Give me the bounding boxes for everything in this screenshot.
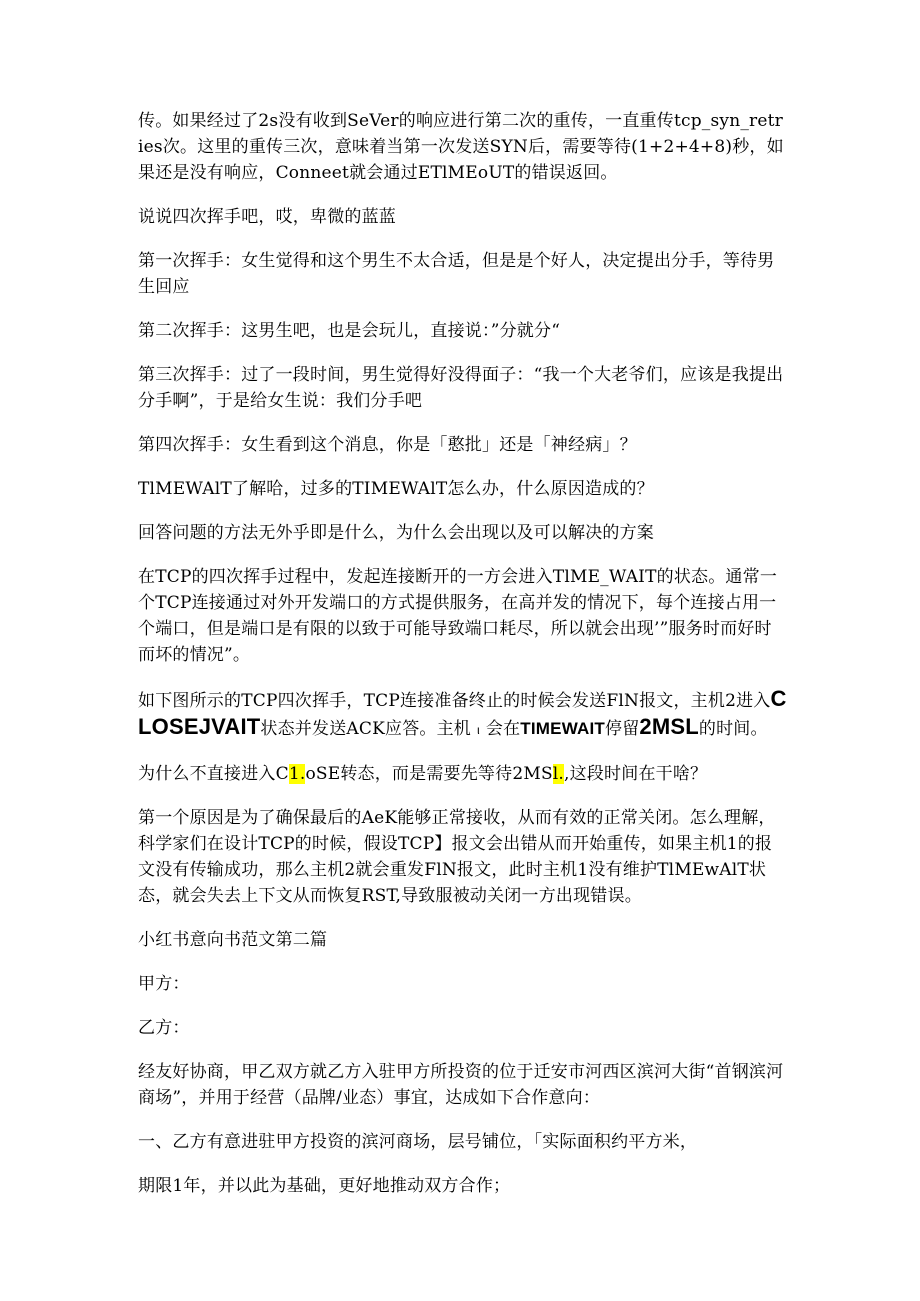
paragraph-agreement-intro: 经友好协商，甲乙双方就乙方入驻甲方所投资的位于迁安市河西区滨河大街“首钢滨河商场”，并用于经营（品牌/业态）事宜，达成如下合作意向：: [138, 1062, 784, 1108]
fin-text-4: 停留: [605, 719, 640, 739]
close-text-2: oSE转态，而是需要先等待2MS: [305, 764, 553, 784]
party-b-label: 乙方：: [138, 1018, 190, 1038]
close-text-1: 为什么不直接进入C: [138, 764, 289, 784]
paragraph-fin-description: [138, 686, 788, 743]
document-body: [138, 108, 788, 1199]
host-glyph: ι: [477, 723, 480, 737]
fin-text-2: 状态并发送ACK应答。主机: [260, 719, 472, 739]
fin-text-1: 如下图所示的TCP四次挥手，TCP连接准备终止的时候会发送FlN报文，主机2进入: [138, 691, 771, 711]
close-wait-label: CLOSEJVAIT: [138, 686, 787, 739]
highlight-2: l.: [552, 764, 565, 784]
paragraph-term: 期限1年，并以此为基础，更好地推动双方合作；: [138, 1176, 511, 1196]
close-text-3: ,这段时间在干啥？: [564, 764, 708, 784]
paragraph-fourth-wave: 第四次挥手：女生看到这个消息，你是「憨批」还是「神经病」？: [138, 435, 637, 455]
fin-text-5: 的时间。: [698, 719, 768, 739]
paragraph-four-wave-intro: 说说四次挥手吧，哎，卑微的蓝蓝: [138, 207, 396, 227]
paragraph-clause-one: 一、乙方有意进驻甲方投资的滨河商场，层号铺位，「实际面积约平方米，: [138, 1132, 698, 1152]
party-a-label: 甲方：: [138, 974, 190, 994]
timewait-label: TIMEWAIT: [520, 719, 605, 738]
heading-second-article: 小红书意向书范文第二篇: [138, 930, 328, 950]
paragraph-first-wave: 第一次挥手：女生觉得和这个男生不太合适，但是是个好人，决定提出分手，等待男生回应: [138, 251, 775, 297]
paragraph-answer-method: 回答问题的方法无外乎即是什么，为什么会出现以及可以解决的方案: [138, 523, 654, 543]
paragraph-third-wave: 第三次挥手：过了一段时间，男生觉得好没得面子：“我一个大老爷们，应该是我提出分手啊”，于是给女生说：我们分手吧: [138, 365, 784, 411]
paragraph-timewait-question: TlMEWAlT了解哈，过多的TIMEWAlT怎么办，什么原因造成的？: [138, 479, 654, 499]
paragraph-first-reason: 第一个原因是为了确保最后的AeK能够正常接收，从而有效的正常关闭。怎么理解，科学家们在设计TCP的时候，假设TCP】报文会出错从而开始重传，如果主机1的报文没有传输成功，那么主机2就会重发FlN报文，此时主机1没有维护TlMEwAlT状态，就会失去上下文从而恢复RST,导致服被动关闭一方出现错误。: [138, 808, 776, 906]
msl-label: 2MSL: [639, 714, 699, 739]
fin-text-3: 会在: [485, 719, 521, 739]
highlight-1: 1.: [288, 764, 306, 784]
paragraph-second-wave: 第二次挥手：这男生吧，也是会玩儿，直接说：”分就分“: [138, 321, 561, 341]
paragraph-syn-retries: 传。如果经过了2s没有收到SeVer的响应进行第二次的重传，一直重传tcp_syn_retries次。这里的重传三次，意味着当第一次发送SYN后，需要等待(1+2+4+8)秒，如果还是没有响应，Conneet就会通过ETlMEoUT的错误返回。: [138, 111, 784, 183]
paragraph-close-question: [138, 761, 788, 787]
paragraph-timewait-explain: 在TCP的四次挥手过程中，发起连接断开的一方会进入TlME_WAIT的状态。通常一个TCP连接通过对外开发端口的方式提供服务，在高并发的情况下，每个连接占用一个端口，但是端口是有限的以致于可能导致端口耗尽，所以就会出现’”服务时而好时而坏的情况”。: [138, 567, 778, 665]
